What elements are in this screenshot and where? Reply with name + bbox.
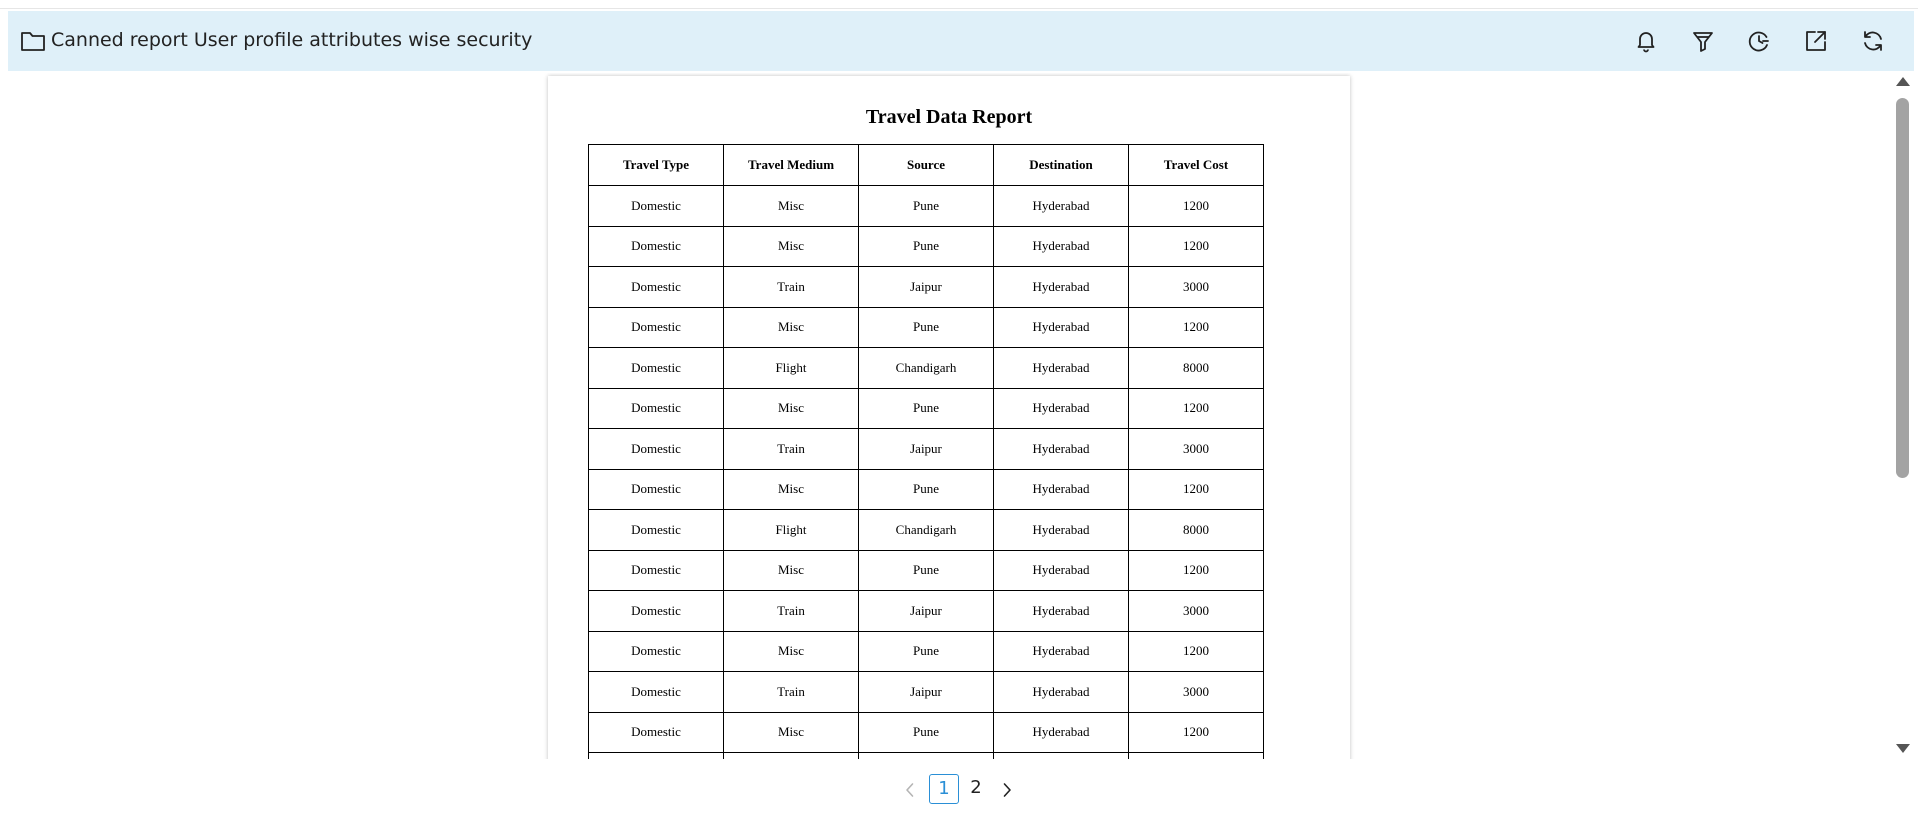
schedule-history-button[interactable] — [1744, 26, 1774, 56]
cell-travel-type: Domestic — [589, 267, 724, 308]
table-row — [589, 631, 1264, 672]
cell-destination: Hyderabad — [994, 388, 1129, 429]
filter-icon — [1690, 28, 1716, 54]
page-button-2[interactable]: 2 — [970, 777, 982, 798]
report-title-breadcrumb: Canned report User profile attributes wise security — [51, 29, 533, 51]
cell-travel-type: Domestic — [589, 591, 724, 632]
cell-travel-cost: 1200 — [1129, 469, 1264, 510]
table-row — [589, 429, 1264, 470]
cell-destination: Hyderabad — [994, 267, 1129, 308]
cell-travel-cost: 3000 — [1129, 429, 1264, 470]
cell-travel-type: Domestic — [589, 226, 724, 267]
cell-travel-type: Domestic — [589, 388, 724, 429]
schedule-history-icon — [1746, 28, 1772, 54]
cell-travel-type: Domestic — [589, 550, 724, 591]
cell-source — [859, 753, 994, 760]
cell-source: Chandigarh — [859, 510, 994, 551]
cell-destination: Hyderabad — [994, 186, 1129, 227]
column-header-travel-type: Travel Type — [589, 145, 724, 186]
cell-source: Jaipur — [859, 429, 994, 470]
cell-source: Pune — [859, 550, 994, 591]
table-row — [589, 712, 1264, 753]
cell-destination: Hyderabad — [994, 510, 1129, 551]
cell-travel-type: Domestic — [589, 672, 724, 713]
vertical-scrollbar[interactable] — [1893, 73, 1915, 759]
scrollbar-thumb[interactable] — [1896, 98, 1909, 478]
cell-travel-cost: 3000 — [1129, 591, 1264, 632]
refresh-button[interactable] — [1858, 26, 1888, 56]
cell-source: Pune — [859, 631, 994, 672]
cell-source: Chandigarh — [859, 348, 994, 389]
chevron-right-icon — [997, 780, 1017, 800]
cell-destination: Hyderabad — [994, 591, 1129, 632]
column-header-travel-cost: Travel Cost — [1129, 145, 1264, 186]
folder-icon — [20, 29, 46, 53]
table-row — [589, 510, 1264, 551]
cell-destination: Hyderabad — [994, 226, 1129, 267]
notification-bell-button[interactable] — [1631, 26, 1661, 56]
cell-destination: Hyderabad — [994, 672, 1129, 713]
cell-travel-cost: 1200 — [1129, 631, 1264, 672]
cell-travel-cost: 1200 — [1129, 307, 1264, 348]
cell-travel-type: Domestic — [589, 631, 724, 672]
cell-destination: Hyderabad — [994, 712, 1129, 753]
open-external-icon — [1803, 28, 1829, 54]
report-title: Travel Data Report — [865, 106, 1033, 128]
table-row — [589, 469, 1264, 510]
report-viewport — [0, 73, 1918, 759]
cell-travel-medium — [724, 753, 859, 760]
cell-destination: Hyderabad — [994, 429, 1129, 470]
cell-travel-cost: 3000 — [1129, 672, 1264, 713]
cell-travel-cost: 1200 — [1129, 186, 1264, 227]
refresh-icon — [1860, 28, 1886, 54]
cell-travel-medium: Misc — [724, 388, 859, 429]
cell-travel-cost: 1200 — [1129, 226, 1264, 267]
chevron-left-icon — [900, 780, 920, 800]
cell-travel-medium: Misc — [724, 307, 859, 348]
bell-icon — [1633, 28, 1659, 54]
table-row — [589, 307, 1264, 348]
page-button-1[interactable]: 1 — [929, 774, 959, 804]
cell-travel-cost — [1129, 753, 1264, 760]
cell-travel-type: Domestic — [589, 469, 724, 510]
cell-destination: Hyderabad — [994, 469, 1129, 510]
top-border — [0, 0, 1918, 9]
table-row — [589, 348, 1264, 389]
cell-travel-cost: 8000 — [1129, 348, 1264, 389]
cell-travel-cost: 1200 — [1129, 388, 1264, 429]
cell-travel-type: Domestic — [589, 510, 724, 551]
cell-source: Jaipur — [859, 267, 994, 308]
cell-travel-medium: Train — [724, 267, 859, 308]
cell-travel-medium: Flight — [724, 348, 859, 389]
report-header-bar — [8, 11, 1914, 71]
report-page — [548, 76, 1350, 759]
cell-travel-type: Domestic — [589, 712, 724, 753]
cell-source: Pune — [859, 469, 994, 510]
table-row — [589, 388, 1264, 429]
cell-source: Jaipur — [859, 672, 994, 713]
table-row — [589, 591, 1264, 632]
cell-destination: Hyderabad — [994, 550, 1129, 591]
scroll-up-arrow-icon[interactable] — [1896, 77, 1910, 86]
cell-travel-cost: 1200 — [1129, 550, 1264, 591]
cell-travel-medium: Train — [724, 672, 859, 713]
cell-source: Pune — [859, 186, 994, 227]
cell-travel-medium: Misc — [724, 550, 859, 591]
cell-travel-cost: 1200 — [1129, 712, 1264, 753]
cell-source: Pune — [859, 307, 994, 348]
cell-destination: Hyderabad — [994, 348, 1129, 389]
filter-button[interactable] — [1688, 26, 1718, 56]
column-header-source: Source — [859, 145, 994, 186]
cell-travel-medium: Misc — [724, 469, 859, 510]
table-row — [589, 267, 1264, 308]
cell-travel-medium: Train — [724, 429, 859, 470]
table-row — [589, 672, 1264, 713]
cell-travel-medium: Misc — [724, 631, 859, 672]
cell-destination: Hyderabad — [994, 307, 1129, 348]
column-header-travel-medium: Travel Medium — [724, 145, 859, 186]
previous-page-button[interactable] — [900, 780, 920, 800]
cell-travel-type: Domestic — [589, 186, 724, 227]
cell-travel-type: Domestic — [589, 429, 724, 470]
pagination — [0, 774, 1918, 806]
open-external-button[interactable] — [1801, 26, 1831, 56]
cell-destination: Hyderabad — [994, 631, 1129, 672]
cell-source: Pune — [859, 226, 994, 267]
cell-destination — [994, 753, 1129, 760]
cell-travel-cost: 3000 — [1129, 267, 1264, 308]
cell-travel-type: Domestic — [589, 348, 724, 389]
table-row — [589, 753, 1264, 760]
scroll-down-arrow-icon[interactable] — [1896, 744, 1910, 753]
travel-data-table — [588, 144, 1264, 759]
cell-travel-medium: Flight — [724, 510, 859, 551]
cell-travel-medium: Misc — [724, 712, 859, 753]
cell-source: Pune — [859, 712, 994, 753]
cell-travel-cost: 8000 — [1129, 510, 1264, 551]
table-header-row — [589, 145, 1264, 186]
cell-travel-medium: Misc — [724, 186, 859, 227]
cell-travel-type — [589, 753, 724, 760]
cell-source: Jaipur — [859, 591, 994, 632]
cell-travel-medium: Train — [724, 591, 859, 632]
column-header-destination: Destination — [994, 145, 1129, 186]
cell-travel-type: Domestic — [589, 307, 724, 348]
table-row — [589, 186, 1264, 227]
table-row — [589, 226, 1264, 267]
next-page-button[interactable] — [997, 780, 1017, 800]
cell-source: Pune — [859, 388, 994, 429]
cell-travel-medium: Misc — [724, 226, 859, 267]
table-row — [589, 550, 1264, 591]
